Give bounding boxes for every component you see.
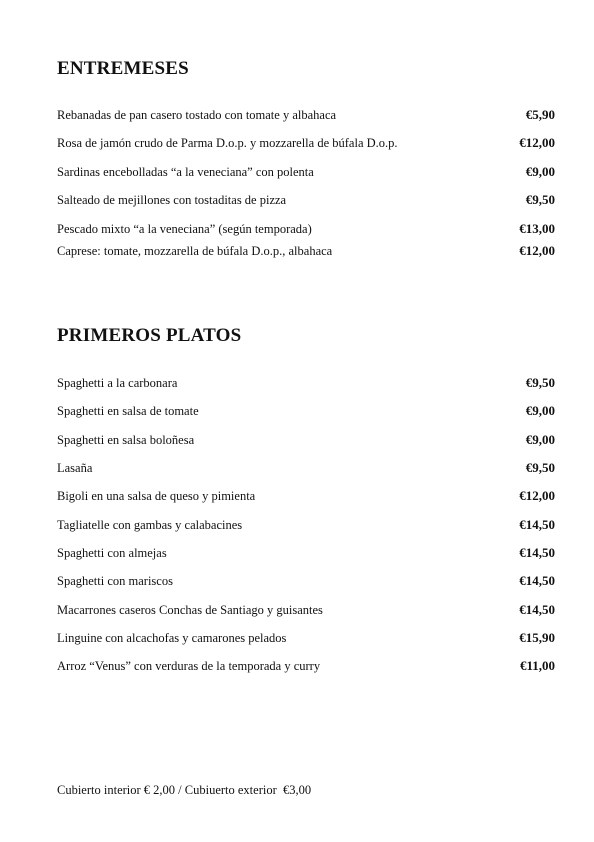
menu-item-price: €14,50	[519, 517, 555, 532]
menu-item-price: €9,50	[525, 192, 555, 207]
menu-item	[57, 432, 555, 448]
menu-item	[57, 403, 555, 419]
menu-item	[57, 488, 555, 504]
menu-item-price: €12,00	[519, 243, 555, 258]
menu-item	[57, 164, 555, 180]
menu-item-price: €5,90	[525, 107, 555, 122]
menu-item-price: €12,00	[519, 135, 555, 150]
section-title-primeros-platos: PRIMEROS PLATOS	[57, 325, 242, 346]
menu-item-name: Macarrones caseros Conchas de Santiago y guisantes	[57, 603, 323, 617]
cover-charge-note: Cubierto interior € 2,00 / Cubiuerto exterior €3,00	[57, 783, 312, 797]
menu-item-price: €14,50	[519, 602, 555, 617]
menu-item	[57, 107, 555, 123]
menu-item-name: Sardinas encebolladas “a la veneciana” con polenta	[57, 165, 314, 179]
menu-item-price: €9,50	[525, 460, 555, 475]
menu-item	[57, 460, 555, 476]
menu-item	[57, 573, 555, 589]
menu-item-name: Tagliatelle con gambas y calabacines	[57, 518, 243, 532]
menu-item-price: €15,90	[519, 630, 555, 645]
menu-item-name: Arroz “Venus” con verduras de la temporada y curry	[57, 659, 321, 673]
section-title-entremeses: ENTREMESES	[57, 58, 189, 79]
menu-item-price: €14,50	[519, 545, 555, 560]
menu-item	[57, 192, 555, 208]
menu-item	[57, 630, 555, 646]
menu-item-name: Spaghetti en salsa de tomate	[57, 404, 199, 418]
menu-item	[57, 243, 555, 259]
menu-item-price: €9,00	[525, 432, 555, 447]
menu-item-name: Linguine con alcachofas y camarones pelados	[57, 631, 287, 645]
menu-item-price: €9,00	[525, 164, 555, 179]
menu-item	[57, 602, 555, 618]
menu-item-price: €9,00	[525, 403, 555, 418]
menu-item	[57, 658, 555, 674]
menu-item-price: €9,50	[525, 375, 555, 390]
menu-item-name: Spaghetti con almejas	[57, 546, 167, 560]
menu-item-name: Pescado mixto “a la veneciana” (según temporada)	[57, 222, 312, 236]
menu-item	[57, 517, 555, 533]
menu-item-name: Rosa de jamón crudo de Parma D.o.p. y mozzarella de búfala D.o.p.	[57, 136, 398, 150]
menu-item-price: €12,00	[519, 488, 555, 503]
menu-item-price: €13,00	[519, 221, 555, 236]
menu-item-price: €11,00	[519, 658, 555, 673]
menu-item-name: Spaghetti a la carbonara	[57, 376, 178, 390]
menu-item-name: Spaghetti con mariscos	[57, 574, 173, 588]
menu-item	[57, 221, 555, 237]
menu-item-name: Salteado de mejillones con tostaditas de pizza	[57, 193, 287, 207]
menu-item	[57, 375, 555, 391]
menu-item-name: Rebanadas de pan casero tostado con tomate y albahaca	[57, 108, 337, 122]
menu-item-name: Caprese: tomate, mozzarella de búfala D.o.p., albahaca	[57, 244, 333, 258]
menu-item	[57, 135, 555, 151]
menu-item	[57, 545, 555, 561]
menu-item-price: €14,50	[519, 573, 555, 588]
menu-item-name: Bigoli en una salsa de queso y pimienta	[57, 489, 256, 503]
menu-item-name: Lasaña	[57, 461, 93, 475]
menu-item-name: Spaghetti en salsa boloñesa	[57, 433, 195, 447]
